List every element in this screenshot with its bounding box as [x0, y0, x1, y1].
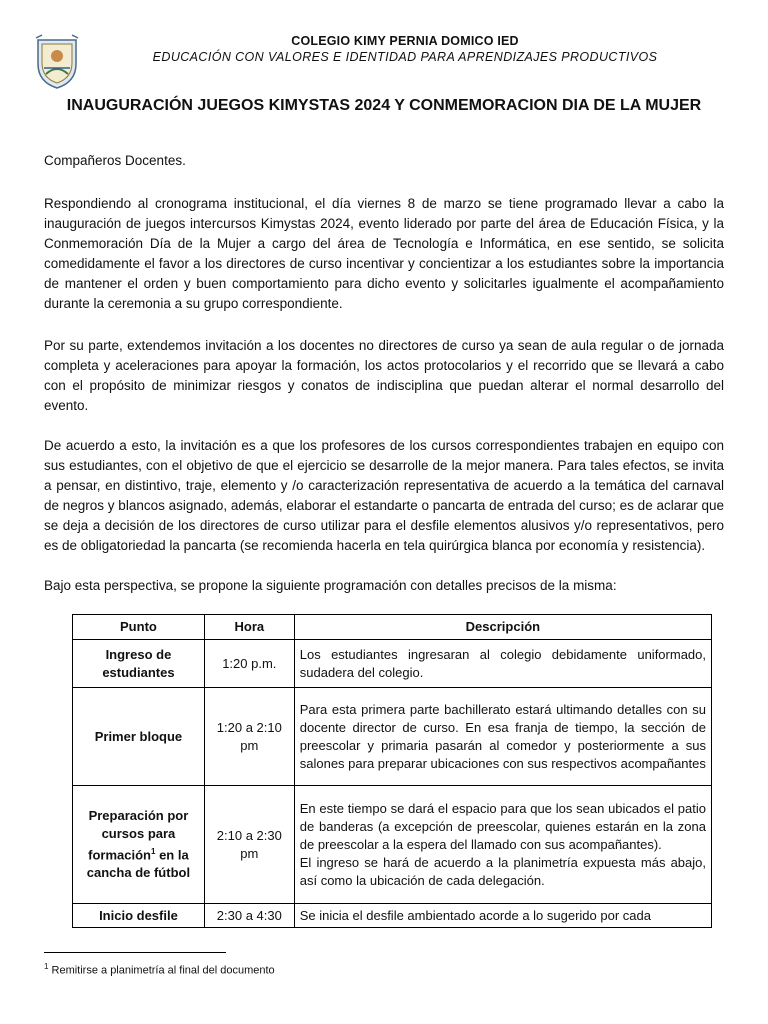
table-header-row	[73, 615, 712, 640]
row-hora: 1:20 a 2:10 pm	[204, 688, 294, 786]
row-punto: Ingreso de estudiantes	[73, 640, 205, 688]
row-descripcion: Para esta primera parte bachillerato estará ultimando detalles con su docente director de curso. En esa franja de tiempo, la sección de preescolar y primaria pasarán al comedor y posteriormente a sus salones para preparar ubicaciones con sus respectivos acompañantes	[294, 688, 711, 786]
row-descripcion-part-2: El ingreso se hará de acuerdo a la planimetría expuesta más abajo, así como la ubicación de cada delegación.	[299, 854, 706, 888]
table-row	[73, 640, 712, 688]
table-row	[73, 688, 712, 786]
footnote-reference: 1	[151, 846, 156, 856]
row-punto	[73, 786, 205, 904]
table-row	[73, 904, 712, 928]
row-punto: Primer bloque	[73, 688, 205, 786]
table-row	[73, 786, 712, 904]
row-descripcion-part-1: En este tiempo se dará el espacio para que los sean ubicados el patio de banderas (a excepción de preescolar, quienes estarán en la zona de preescolar a la espera del llamado con sus acompañantes).	[299, 800, 706, 852]
document-header	[0, 28, 768, 88]
column-header-punto: Punto	[73, 615, 205, 640]
row-punto-text: Preparación por cursos para formación	[88, 807, 189, 863]
footnote-divider	[44, 952, 226, 953]
footnote-text: Remitirse a planimetría al final del documento	[48, 964, 275, 977]
paragraph-2: Por su parte, extendemos invitación a los docentes no directores de curso ya sean de aula regular o de jornada completa y aceleraciones para apoyar la formación, los actos protocolarios y el recorrido que se llevará a cabo con el propósito de minimizar riesgos y conatos de indisciplina que puedan alterar el normal desarrollo del evento.	[44, 338, 724, 413]
schedule-table	[72, 614, 712, 928]
salutation: Compañeros Docentes.	[44, 153, 186, 168]
row-descripcion	[294, 786, 711, 904]
row-punto: Inicio desfile	[73, 904, 205, 928]
row-hora: 1:20 p.m.	[204, 640, 294, 688]
document-title: INAUGURACIÓN JUEGOS KIMYSTAS 2024 Y CONMEMORACION DIA DE LA MUJER	[66, 97, 702, 114]
footnote	[44, 962, 275, 977]
row-hora: 2:30 a 4:30	[204, 904, 294, 928]
paragraph-4: Bajo esta perspectiva, se propone la siguiente programación con detalles precisos de la misma:	[44, 578, 617, 593]
school-motto: EDUCACIÓN CON VALORES E IDENTIDAD PARA APRENDIZAJES PRODUCTIVOS	[152, 50, 658, 64]
paragraph-1: Respondiendo al cronograma institucional, el día viernes 8 de marzo se tiene programado llevar a cabo la inauguración de juegos intercursos Kimystas 2024, evento liderado por parte del área de Educación Física, y la Conmemoración Día de la Mujer a cargo del área de Tecnología e Informática, en ese sentido, se solicita comedidamente el favor a los directores de curso incentivar y concientizar a los estudiantes sobre la importancia de mantener el orden y buen comportamiento para dicho evento y solicitarles igualmente el acompañamiento durante la ceremonia a su grupo correspondiente.	[44, 196, 724, 311]
footnote-marker: 1	[44, 962, 49, 971]
column-header-hora: Hora	[204, 615, 294, 640]
row-hora: 2:10 a 2:30 pm	[204, 786, 294, 904]
row-punto-text-end: en la cancha de fútbol	[86, 847, 191, 881]
column-header-descripcion: Descripción	[294, 615, 711, 640]
paragraph-3: De acuerdo a esto, la invitación es a que los profesores de los cursos correspondientes trabajen en equipo con sus estudiantes, con el objetivo de que el ejercicio se desarrolle de la mejor manera. Para tales efectos, se invita a pensar, en distintivo, traje, elemento y /o caracterización representativa de acuerdo a la temática del carnaval de negros y blancos asignado, además, elaborar el estandarte o pancarta de entrada del curso; es de aclarar que se deja a decisión de los directores de curso utilizar para el desfile elementos alusivos y/o representativos, pero es de obligatoriedad la pancarta (se recomienda hacerla en tela quirúrgica blanca por economía y resistencia).	[44, 438, 724, 553]
school-name: COLEGIO KIMY PERNIA DOMICO IED	[291, 34, 519, 48]
row-descripcion: Se inicia el desfile ambientado acorde a lo sugerido por cada	[294, 904, 711, 928]
row-descripcion: Los estudiantes ingresaran al colegio debidamente uniformado, sudadera del colegio.	[294, 640, 711, 688]
